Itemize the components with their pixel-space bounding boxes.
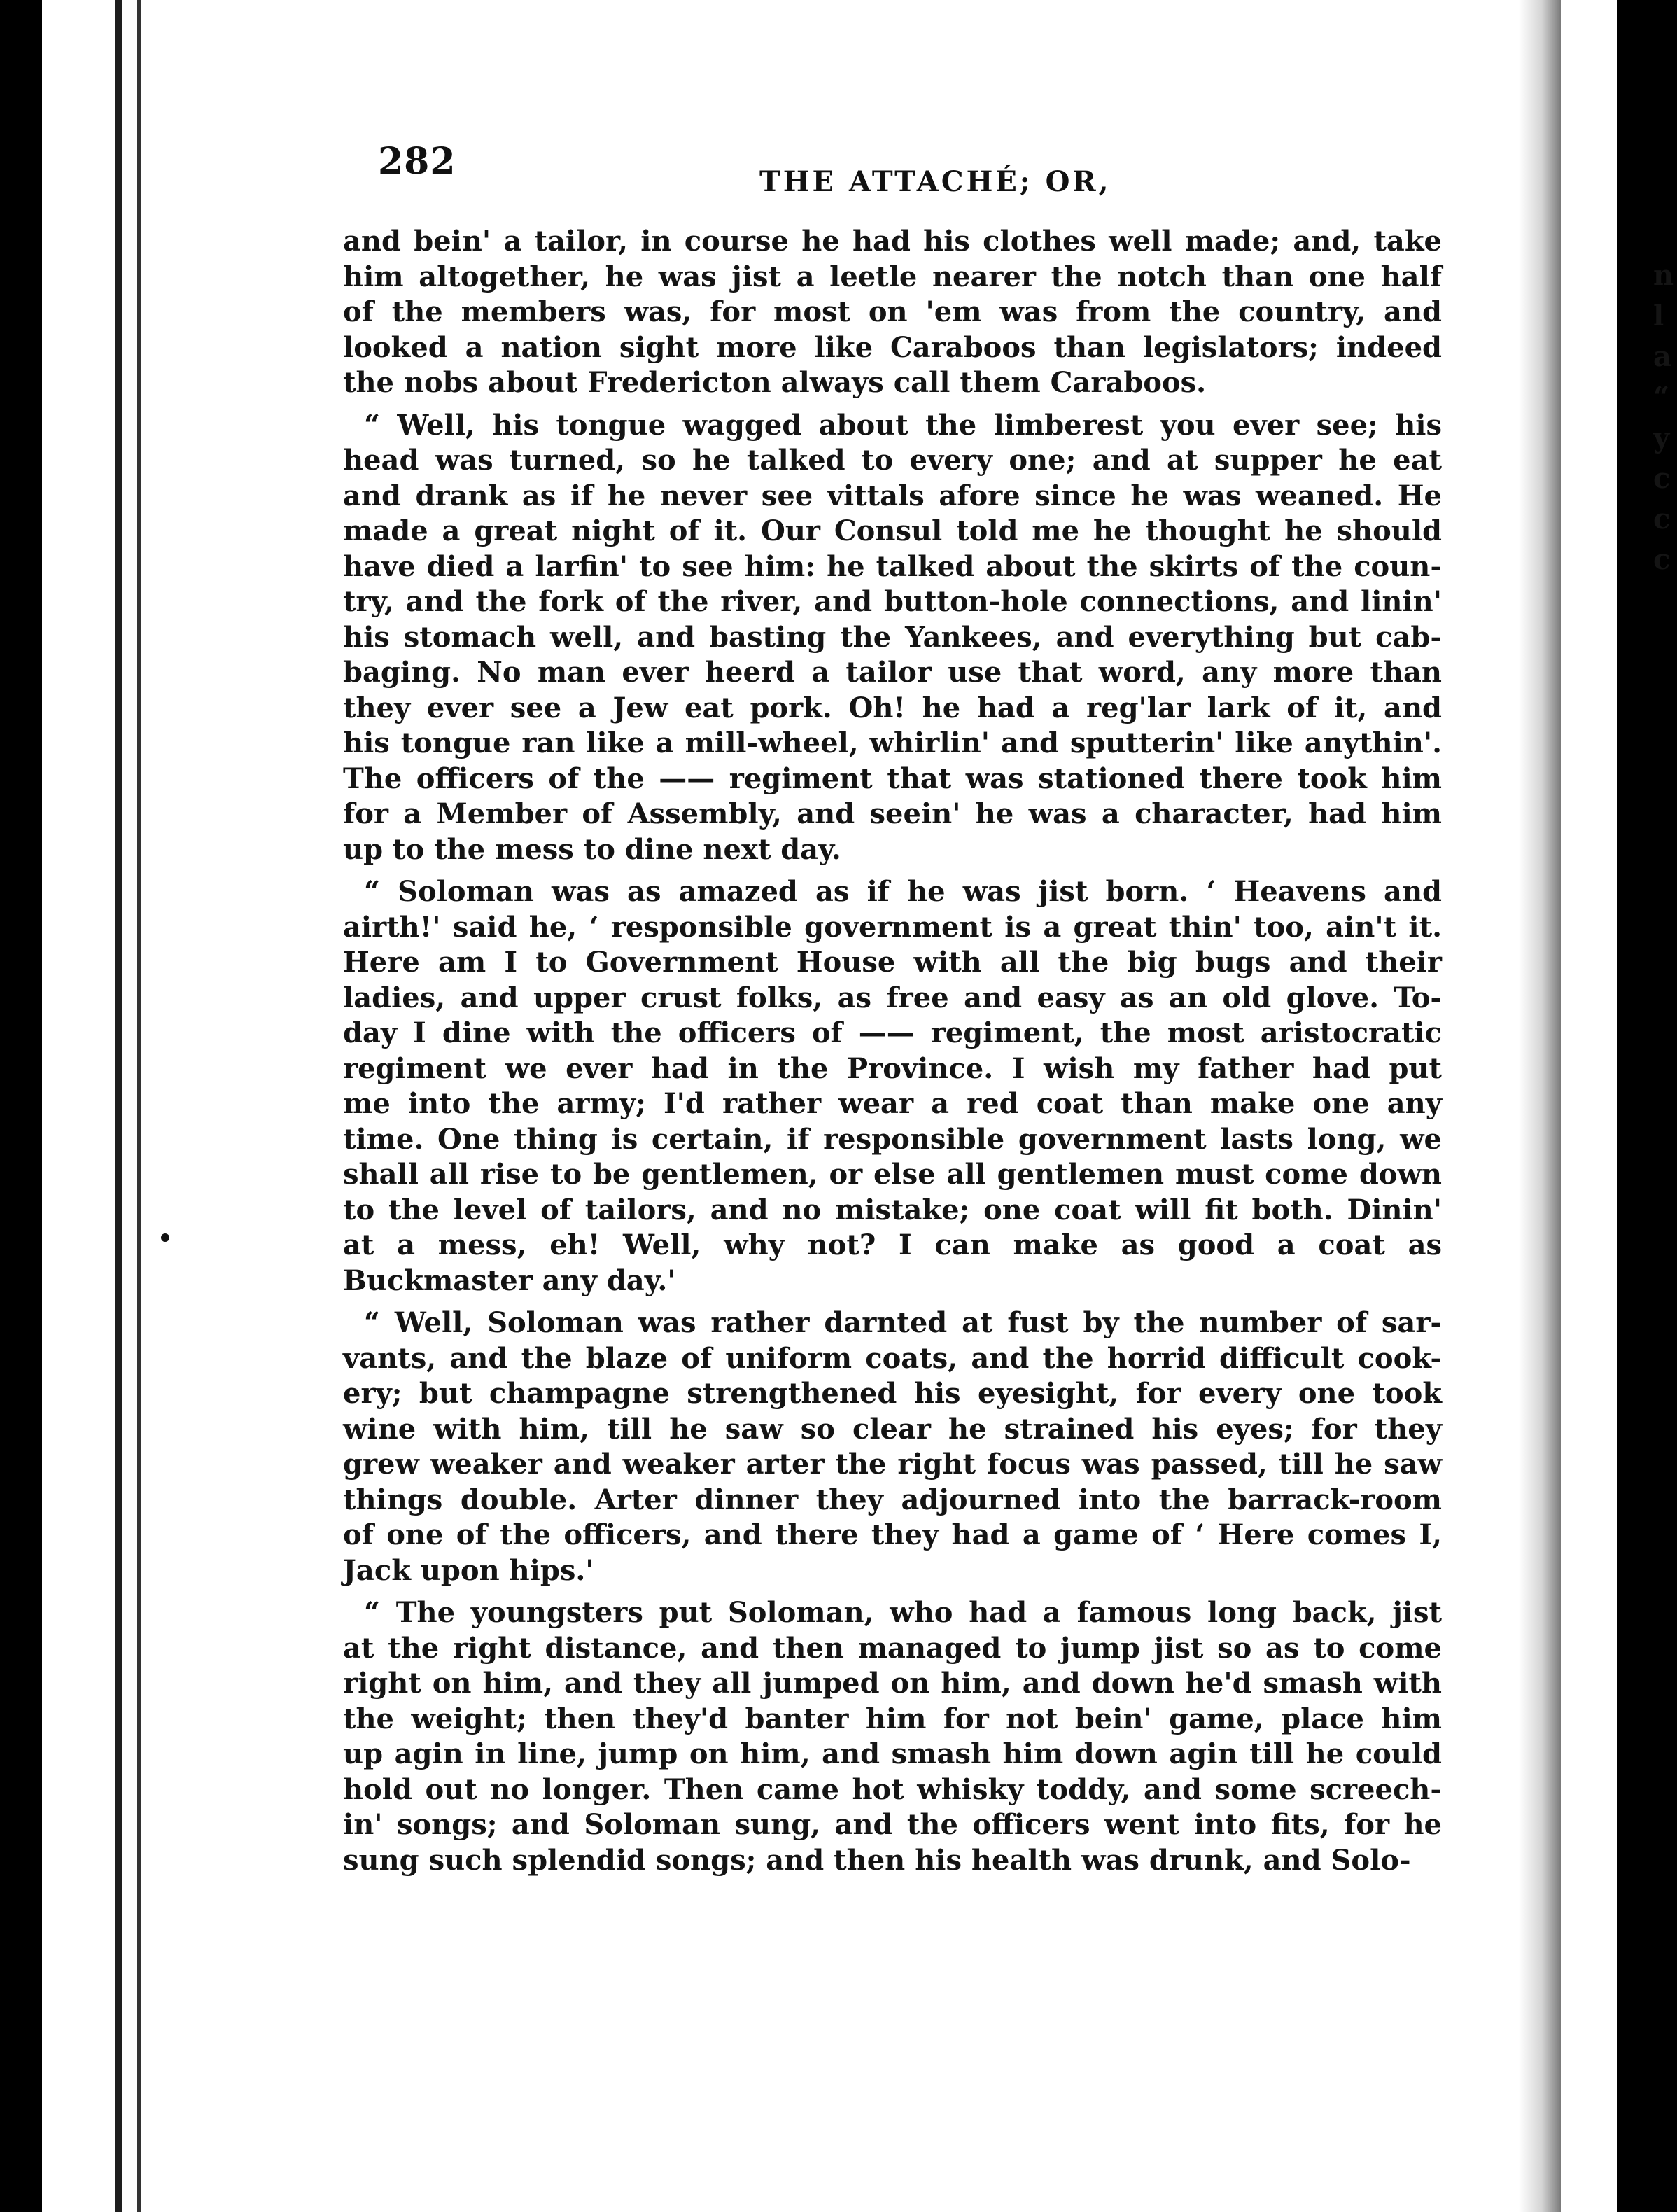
scan-left-border (0, 0, 42, 2212)
running-title: THE ATTACHÉ; OR, (759, 165, 1111, 198)
facing-page-letter: “ (1653, 381, 1670, 414)
text-line: have died a larfin' to see him: he talked about the skirts of the coun- (343, 550, 1442, 583)
text-line: sung such splendid songs; and then his health was drunk, and Solo- (343, 1843, 1411, 1877)
text-line: hold out no longer. Then came hot whisky toddy, and some screech- (343, 1772, 1442, 1806)
gutter-shadow (1519, 0, 1561, 2212)
margin-speck (161, 1233, 169, 1242)
facing-page-letter: n (1653, 259, 1674, 292)
text-line: to the level of tailors, and no mistake; one coat will fit both. Dinin' (343, 1193, 1442, 1226)
text-line: The officers of the —— regiment that was stationed there took him (343, 762, 1442, 795)
text-line: Buckmaster any day.' (343, 1264, 676, 1297)
text-line: shall all rise to be gentlemen, or else all gentlemen must come down (343, 1158, 1442, 1191)
text-line: up agin in line, jump on him, and smash him down agin till he could (343, 1737, 1442, 1770)
text-line: wine with him, till he saw so clear he strained his eyes; for they (343, 1412, 1442, 1446)
facing-page-letter: y (1653, 421, 1670, 454)
text-line: up to the mess to dine next day. (343, 832, 841, 866)
text-line: and bein' a tailor, in course he had his clothes well made; and, take (343, 225, 1442, 258)
paragraph-gap (343, 867, 1442, 874)
text-line: Here am I to Government House with all the big bugs and their (343, 946, 1442, 979)
text-line: airth!' said he, ‘ responsible government is a great thin' too, ain't it. (343, 910, 1442, 944)
text-line: head was turned, so he talked to every one; and at supper he eat (343, 444, 1442, 477)
text-line: things double. Arter dinner they adjourned into the barrack-room (343, 1483, 1442, 1516)
text-line: vants, and the blaze of uniform coats, and the horrid difficult cook- (343, 1341, 1442, 1375)
text-line: for a Member of Assembly, and seein' he was a character, had him (343, 797, 1442, 830)
facing-page-letter: c (1653, 462, 1671, 495)
text-line: at a mess, eh! Well, why not? I can make as good a coat as (343, 1228, 1442, 1261)
facing-page-letter: a (1653, 340, 1671, 373)
facing-page-letter: l (1653, 300, 1664, 332)
facing-page-fragments (1653, 255, 1674, 580)
text-line: baging. No man ever heerd a tailor use that word, any more than (343, 656, 1442, 689)
text-line: his tongue ran like a mill-wheel, whirlin' and sputterin' like anythin'. (343, 727, 1442, 760)
paragraph-gap (343, 401, 1442, 408)
text-line: and drank as if he never see vittals afore since he was weaned. He (343, 479, 1442, 512)
text-line: at the right distance, and then managed to jump jist so as to come (343, 1631, 1442, 1665)
text-line: ery; but champagne strengthened his eyesight, for every one took (343, 1377, 1442, 1410)
text-line: his stomach well, and basting the Yankees, and everything but cab- (343, 620, 1442, 654)
text-line: “ Soloman was as amazed as if he was jist born. ‘ Heavens and (364, 875, 1442, 908)
text-line: in' songs; and Soloman sung, and the officers went into fits, for he (343, 1808, 1442, 1841)
text-line: the weight; then they'd banter him for not bein' game, place him (343, 1702, 1442, 1735)
binding-edge-line (115, 0, 122, 2212)
text-line: ladies, and upper crust folks, as free and easy as an old glove. To- (343, 981, 1442, 1014)
text-line: day I dine with the officers of —— regiment, the most aristocratic (343, 1016, 1442, 1049)
facing-page-letter: c (1653, 543, 1671, 576)
text-line: time. One thing is certain, if responsible government lasts long, we (343, 1122, 1442, 1156)
paragraph-gap (343, 1588, 1442, 1595)
text-line: try, and the fork of the river, and button-hole connections, and linin' (343, 585, 1442, 618)
text-line: of the members was, for most on 'em was from the country, and (343, 295, 1442, 328)
facing-page-letter: c (1653, 503, 1671, 536)
page-number: 282 (378, 140, 456, 183)
binding-edge-line-inner (137, 0, 141, 2212)
text-line: regiment we ever had in the Province. I wish my father had put (343, 1051, 1442, 1085)
text-line: of one of the officers, and there they had a game of ‘ Here comes I, (343, 1518, 1442, 1551)
text-line: grew weaker and weaker arter the right focus was passed, till he saw (343, 1448, 1442, 1480)
paragraph (343, 1595, 1442, 1878)
paragraph (343, 874, 1442, 1298)
text-line: him altogether, he was jist a leetle nearer the notch than one half (343, 260, 1442, 293)
paragraph (343, 1306, 1442, 1588)
paragraph (343, 408, 1442, 868)
text-line: made a great night of it. Our Consul told me he thought he should (343, 514, 1442, 547)
paragraph-gap (343, 1298, 1442, 1306)
text-line: the nobs about Fredericton always call them Caraboos. (343, 366, 1207, 399)
paragraph (343, 224, 1442, 401)
body-text (343, 224, 1442, 1878)
text-line: Jack upon hips.' (343, 1553, 594, 1587)
text-line: me into the army; I'd rather wear a red coat than make one any (343, 1087, 1442, 1120)
text-line: “ Well, his tongue wagged about the limberest you ever see; his (364, 408, 1442, 442)
text-line: “ The youngsters put Soloman, who had a famous long back, jist (364, 1596, 1442, 1629)
text-line: they ever see a Jew eat pork. Oh! he had a reg'lar lark of it, and (343, 691, 1442, 724)
text-line: right on him, and they all jumped on him, and down he'd smash with (343, 1667, 1442, 1700)
text-line: looked a nation sight more like Caraboos than legislators; indeed (343, 330, 1442, 364)
text-line: “ Well, Soloman was rather darnted at fust by the number of sar- (364, 1306, 1442, 1339)
